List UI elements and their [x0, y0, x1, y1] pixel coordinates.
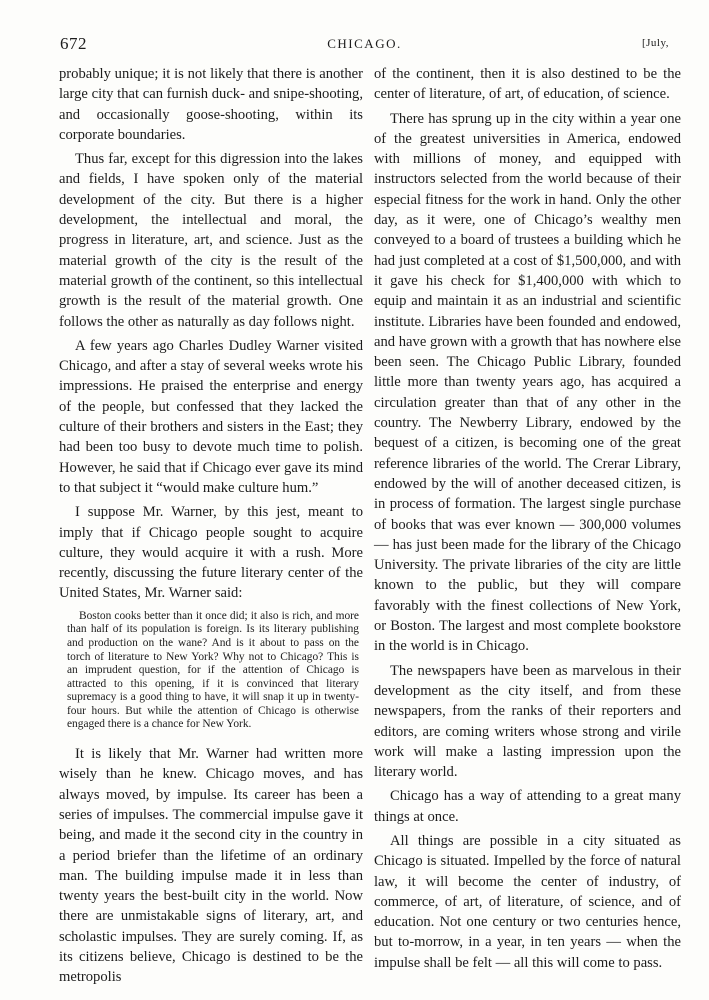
running-title: CHICAGO. — [327, 36, 402, 51]
paragraph: There has sprung up in the city within a year one of the greatest universities in America, endowed with millions of money, and equipped with instructors selected from the world because of their especial fitness for the work in hand. Only the other day, as it were, one of Chicago’s wealthy men conveyed to a board of trustees a building which he had just completed at a cost of $1,500,000, and with it gave his check for $1,400,000 with which to equip and maintain it as an industrial and scientific institute. Libraries have been founded and endowed, and have grown with a growth that has nowhere else been seen. The Chicago Public Library, founded little more than twenty years ago, has acquired a circulation greater than that of any other in the country. The Newberry Library, endowed by the bequest of a citizen, is becoming one of the great reference libraries of the world. The Crerar Library, endowed by the will of another deceased citizen, is in process of formation. The largest single purchase of books that was ever known — 300,000 volumes — has just been made for the library of the Chicago University. The private libraries of the city are little known to the public, but they will compare favorably with the finest collections of New York, or Boston. The largest and most complete bookstore in the world is in Chicago. — [374, 110, 681, 655]
paragraph: Chicago has a way of attending to a great many things at once. — [374, 788, 681, 825]
block-quote: Boston cooks better than it once did; it also is rich, and more than half of its population is foreign. Is its literary publishing and production on the wane? And is it about to pass on the torch of literature to New York? Why not to Chicago? This is an imprudent question, for if the attention of Chicago is attracted to this opening, if it is convinced that literary supremacy is a good thing to have, it will snap it up in twenty-four hours. But while the attention of Chicago is otherwise engaged there is a chance for New York. — [67, 609, 359, 731]
paragraph: All things are possible in a city situated as Chicago is situated. Impelled by the force of natural law, it will become the center of industry, of commerce, of art, of literature, of science, and of education. Not one century or two centuries hence, but to-morrow, in a year, in ten years — when the impulse shall be felt — all this will come to pass. — [374, 832, 681, 971]
paragraph: A few years ago Charles Dudley Warner visited Chicago, and after a stay of several weeks wrote his impressions. He praised the enterprise and energy of the people, but confessed that they lacked the culture of their brothers and sisters in the East; they had been too busy to devote much time to polish. However, he said that if Chicago ever gave its mind to that subject it “would make culture hum.” — [59, 337, 363, 496]
month-marker: [July, — [641, 37, 669, 49]
right-column — [374, 64, 681, 977]
paragraph: Thus far, except for this digression into the lakes and fields, I have spoken only of the material development of the city. But there is a higher development, the intellectual and moral, the progress in literature, art, and science. Just as the material growth of the city is the result of the material growth of the continent, so this intellectual growth is the result of the material growth. One follows the other as naturally as day follows night. — [59, 151, 363, 330]
paragraph: probably unique; it is not likely that there is another large city that can furnish duck- and snipe-shooting, and occasionally goose-shooting, within its corporate boundaries. — [59, 66, 363, 143]
paragraph: The newspapers have been as marvelous in their development as the city itself, and from these newspapers, from the ranks of their reporters and editors, are coming writers whose strong and virile work will make a lasting impression upon the literary world. — [374, 662, 681, 781]
left-column — [59, 64, 363, 992]
paragraph: I suppose Mr. Warner, by this jest, meant to imply that if Chicago people sought to acquire culture, they would acquire it with a rush. More recently, discussing the future literary center of the United States, Mr. Warner said: — [59, 504, 363, 602]
page-header — [60, 34, 669, 56]
page-number: 672 — [60, 34, 87, 53]
paragraph: It is likely that Mr. Warner had written more wisely than he knew. Chicago moves, and has always moved, by impulse. Its career has been a series of impulses. The commercial impulse gave it being, and made it the second city in the country in a period briefer than the lifetime of an ordinary man. The building impulse made it in less than twenty years the best-built city in the world. Now there are unmistakable signs of literary, art, and scholastic impulses. They are surely coming. If, as its citizens believe, Chicago is destined to be the metropolis — [59, 746, 363, 986]
paragraph: of the continent, then it is also destined to be the center of literature, of art, of education, of science. — [374, 66, 681, 103]
